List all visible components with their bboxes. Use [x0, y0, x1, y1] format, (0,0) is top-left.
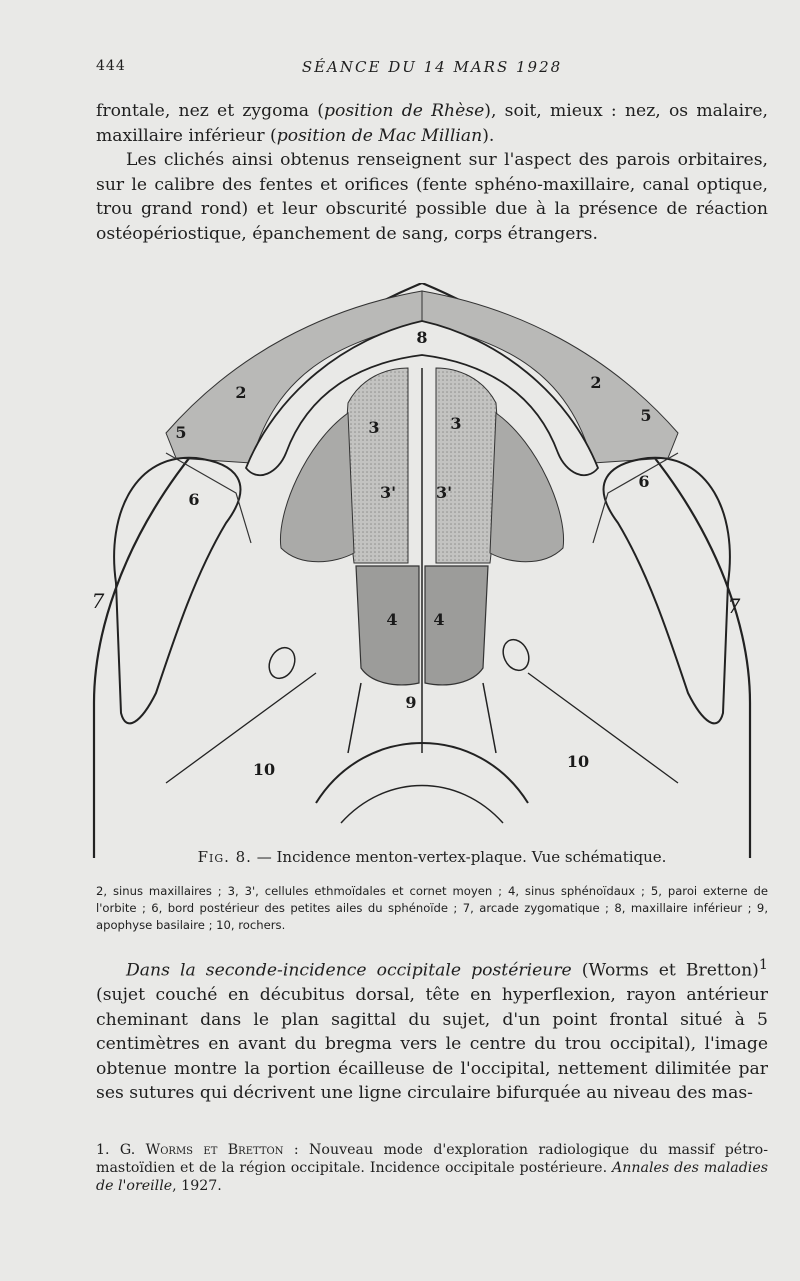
fig-label-9: 9	[405, 693, 417, 712]
fig-label-4-right: 4	[433, 610, 445, 629]
running-title: SÉANCE DU 14 MARS 1928	[301, 58, 563, 76]
zygomatic-arch-right	[604, 458, 730, 724]
intro-text	[96, 99, 768, 246]
fig-label-3p-left: 3'	[379, 483, 397, 502]
fig-label-10-right: 10	[566, 752, 590, 771]
ethmoid-cells	[346, 368, 408, 563]
fig-label-8: 8	[416, 328, 428, 347]
page-number: 444	[96, 58, 126, 74]
fig-label-3p-right: 3'	[435, 483, 453, 502]
fig-label-6-left: 6	[188, 490, 200, 509]
skull-diagram	[86, 283, 758, 858]
orbit-wall-right	[593, 453, 678, 543]
zygomatic-arch-left	[114, 458, 240, 724]
fig-label-5-right: 5	[640, 406, 652, 425]
fig-label-7-left: 7	[91, 589, 105, 613]
fig-label-7-right: 7	[727, 594, 741, 618]
petrous-right	[528, 673, 678, 783]
intro-paragraph-1: frontale, nez et zygoma (position de Rhèse), soit, mieux : nez, os malaire, maxillaire inférieur (position de Mac Millian).	[96, 101, 768, 146]
footnote-ref[interactable]: 1	[758, 957, 768, 973]
fig-label-2-left: 2	[235, 383, 247, 402]
body-paragraph: Dans la seconde-incidence occipitale postérieure (Worms et Bretton)$^1$ (sujet couché en décubitus dorsal, tête en hyperflexion, rayon antérieur cheminant dans le plan sagittal du sujet, d'un point frontal situé à 5 centimètres en avant du bregma vers le centre du trou occipital), l'image obtenue montre la portion écailleuse de l'occipital, nettement dilimitée par ses sutures qui décrivent une ligne circulaire bifurquée au niveau des mas-	[96, 957, 768, 1104]
footnote-journal: Annales des maladies de l'oreille	[96, 1160, 768, 1194]
figure-8-schematic	[86, 283, 758, 858]
ethmoid-cells-right	[436, 368, 498, 563]
fig-label-3-right: 3	[450, 414, 462, 433]
body-text	[96, 953, 768, 1106]
figure-caption-title	[96, 848, 768, 866]
petrous-left	[166, 673, 316, 783]
fig-label-3-left: 3	[368, 418, 380, 437]
page-header	[96, 58, 768, 82]
footnote: 1. G. Worms et Bretton : Nouveau mode d'exploration radiologique du massif pétro-mastoïdien et de la région occipitale. Incidence occipitale postérieure. Annales des maladies de l'oreille, 1927.	[96, 1142, 769, 1194]
fig-label-5-left: 5	[175, 423, 187, 442]
fig-label-4-left: 4	[386, 610, 398, 629]
figure-number: Fig. 8.	[197, 848, 252, 866]
fig-label-2-right: 2	[590, 373, 602, 392]
figure-title: — Incidence menton-vertex-plaque. Vue schématique.	[251, 848, 667, 866]
intro-paragraph-2: Les clichés ainsi obtenus renseignent sur l'aspect des parois orbitaires, sur le calibre des fentes et orifices (fente sphéno-maxillaire, canal optique, trou grand rond) et leur obscurité possible due à la présence de réaction ostéopériostique, épanchement de sang, corps étrangers.	[96, 150, 768, 244]
orbit-wall-left	[166, 453, 251, 543]
fig-label-6-right: 6	[638, 472, 650, 491]
fig-label-10-left: 10	[252, 760, 276, 779]
footnote-authors: G. Worms et Bretton	[119, 1142, 284, 1158]
figure-legend: 2, sinus maxillaires ; 3, 3', cellules ethmoïdales et cornet moyen ; 4, sinus sphénoïdaux ; 5, paroi externe de l'orbite ; 6, bord postérieur des petites ailes du sphénoïde ; 7, arcade zygomatique ; 8, maxillaire inférieur ; 9, apophyse basilaire ; 10, rochers.	[96, 884, 768, 932]
